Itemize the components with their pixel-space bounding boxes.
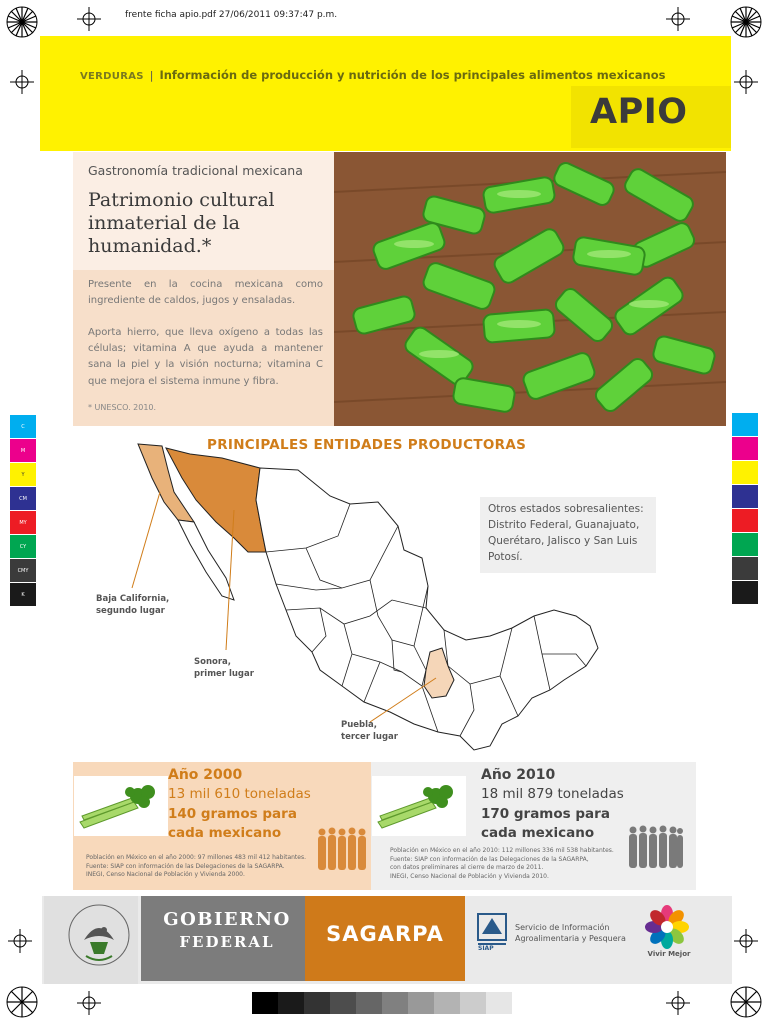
mexico-map — [130, 440, 630, 760]
population-people-icon — [628, 824, 684, 870]
header-separator: | — [149, 69, 154, 82]
vivir-mejor-label: Vivir Mejor — [647, 950, 691, 958]
footnote: * UNESCO. 2010. — [88, 403, 157, 412]
label-sonora: Sonora, primer lugar — [194, 657, 254, 679]
sagarpa-logo-text: SAGARPA — [326, 922, 444, 946]
swatch-cm: CM — [10, 487, 36, 511]
stat-per-capita-2000: 140 gramos para cada mexicano — [168, 806, 297, 841]
crosshair-icon — [77, 991, 101, 1015]
celery-stalk-image — [74, 776, 168, 836]
swatch-my: MY — [10, 511, 36, 535]
swatch-magenta: M — [10, 439, 36, 463]
stat-source-2010: Población en México en el año 2010: 112 millones 336 mil 538 habitantes. Fuente: SIAP con información de las Delegaciones de la SAGARPA, con datos preliminares al cierre de marzo de 2011. INEGI, Censo Nacional de Población y Vivienda 2010. — [390, 847, 614, 880]
swatch-cmy: CMY — [10, 559, 36, 583]
grayscale-calibration-strip — [252, 992, 512, 1014]
product-title: APIO — [590, 92, 688, 132]
registration-target-icon — [5, 5, 39, 39]
siap-logo-text: SIAP — [478, 945, 494, 952]
headline: Patrimonio cultural inmaterial de la humanidad.* — [88, 189, 275, 257]
color-calibration-bar — [10, 415, 36, 607]
stat-year-2010: Año 2010 — [481, 767, 556, 783]
pdf-file-stamp: frente ficha apio.pdf 27/06/2011 09:37:47 p.m. — [125, 10, 338, 20]
map-state-baja-california-sur — [178, 520, 234, 600]
stat-source-2000: Población en México en el año 2000: 97 millones 483 mil 412 habitantes. Fuente: SIAP con información de las Delegaciones de la SAGARPA. INEGI, Censo Nacional de Población y Vivienda 2000. — [86, 854, 307, 878]
intro-paragraph-nutrition: Aporta hierro, que lleva oxígeno a todas las células; vitamina A que ayuda a mantener sana la piel y la visión nocturna; vitamina C que mejora el sistema inmune y fibra. — [88, 327, 323, 387]
label-baja-california: Baja California, segundo lugar — [96, 594, 170, 616]
color-calibration-bar — [732, 413, 758, 605]
stat-tons-2010: 18 mil 879 toneladas — [481, 786, 624, 802]
section-kicker: Gastronomía tradicional mexicana — [88, 163, 303, 178]
swatch-cyan: C — [10, 415, 36, 439]
siap-description: Servicio de Información Agroalimentaria y Pesquera — [515, 923, 626, 943]
celery-stalk-image — [372, 776, 466, 836]
celery-photo — [334, 152, 726, 426]
crosshair-icon — [8, 929, 32, 953]
crosshair-icon — [10, 70, 34, 94]
crosshair-icon — [734, 70, 758, 94]
swatch-cy: CY — [10, 535, 36, 559]
registration-target-icon — [729, 5, 763, 39]
stat-year-2000: Año 2000 — [168, 767, 243, 783]
map-state-sonora — [166, 448, 266, 552]
mexican-seal-icon — [66, 902, 132, 968]
stat-per-capita-2010: 170 gramos para cada mexicano — [481, 806, 610, 841]
header-title: Información de producción y nutrición de los principales alimentos mexicanos — [159, 68, 666, 82]
category-label: VERDURAS — [80, 71, 144, 82]
label-puebla: Puebla, tercer lugar — [341, 720, 398, 742]
other-states-text: Otros estados sobresalientes: Distrito Federal, Guanajuato, Querétaro, Jalisco y San Luis Potosí. — [488, 503, 644, 563]
crosshair-icon — [734, 929, 758, 953]
intro-paragraph-uses: Presente en la cocina mexicana como ingrediente de caldos, jugos y ensaladas. — [88, 279, 323, 307]
swatch-yellow: Y — [10, 463, 36, 487]
gobierno-label: GOBIERNO — [163, 909, 291, 930]
registration-target-icon — [5, 985, 39, 1019]
crosshair-icon — [666, 7, 690, 31]
header-line — [80, 64, 730, 82]
swatch-black: K — [10, 583, 36, 607]
federal-label: FEDERAL — [179, 933, 275, 951]
registration-target-icon — [729, 985, 763, 1019]
map-title: PRINCIPALES ENTIDADES PRODUCTORAS — [207, 437, 527, 453]
crosshair-icon — [666, 991, 690, 1015]
vivir-mejor-flower-icon — [644, 904, 690, 950]
population-people-icon — [316, 826, 368, 872]
stat-tons-2000: 13 mil 610 toneladas — [168, 786, 311, 802]
crosshair-icon — [77, 7, 101, 31]
